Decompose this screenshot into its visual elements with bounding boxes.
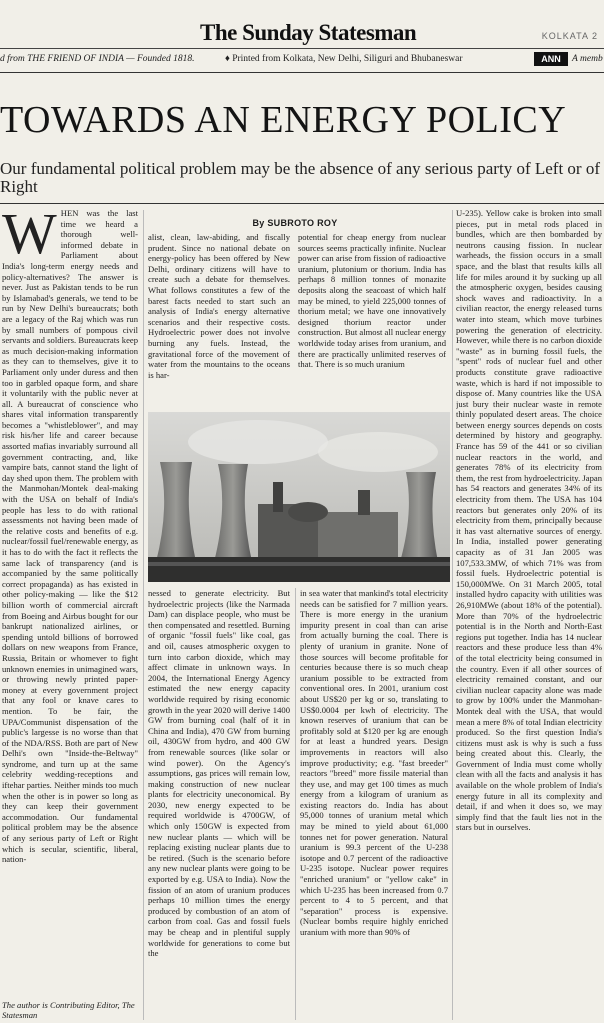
nuclear-plant-photo	[148, 412, 450, 582]
article-column-3-top: potential for cheap energy from nuclear sources seems practically infinite. Nuclear power can arise from fission of radioactive uranium, plutonium or thorium. India has perhaps 8 million tonnes of monazite deposits along the seacoast of which half may be mined, to yield 225,000 tonnes of thorium metal; we have one innovatively designed thorium reactor under construction. But almost all nuclear energy worldwide today arises from uranium, and there are practically unlimited reserves of that. There is so much uranium	[298, 232, 446, 370]
masthead-printed: ♦ Printed from Kolkata, New Delhi, Siliguri and Bhubaneswar	[225, 54, 463, 64]
article-byline: By SUBROTO ROY	[252, 218, 338, 228]
masthead-city: KOLKATA 2	[541, 31, 598, 41]
masthead-rule	[0, 72, 604, 73]
article-column-2-bottom: nessed to generate electricity. But hydroelectric projects (like the Narmada Dam) can displace people, who must be then compensated and resettled. Burning of organic "fossil fuels" like coal, gas and oil, causes atmospheric oxygen to turn into carbon dioxide, which may affect climate in unknown ways. In 2004, the International Energy Agency estimated the new energy capacity worldwide required by rising economic growth in the year 2020 will derive 1400 GW from burning coal (half of it in China and India), 470 GW from burning oil, 430GW from hydro, and 400 GW from renewable sources (like solar or wind power). On the Agency's assumptions, gas prices will remain low, making construction of new nuclear plants for electricity uneconomical. By 2030, new energy expected to be required worldwide is 4700GW, of which only 150GW is expected from new nuclear plants — which will be replacing existing nuclear plants due to be retired. (Such is the scenario before any new nuclear plants were going to be exported by e.g. USA to India). Now the fission of an atom of uranium produces perhaps 10 million times the energy produced by combustion of an atom of carbon from coal. Gas and fossil fuels may be cheap and in plentiful supply worldwide for generations to come but the	[148, 588, 290, 959]
masthead-title: The Sunday Statesman	[200, 20, 417, 45]
headline-rule	[0, 203, 604, 204]
article-subhead: Our fundamental political problem may be the absence of any serious party of Left or of Right	[0, 159, 600, 196]
column-separator	[143, 210, 144, 1020]
masthead-strapline	[0, 50, 604, 72]
nuclear-plant-photo-svg	[148, 412, 450, 582]
article-column-2-top: alist, clean, law-abiding, and fiscally prudent. Since no national debate on energy-policy has been offered by New Delhi, ordinary citizens will have to create such a debate for themselves. What follows constitutes a few of the barest facts needed to start such an analysis of India's energy alternative scenarios and their respective costs. Hydroelectric power does not involve burning any fuels. Instead, the gravitational force of the movement of water from the mountains to the oceans is har-	[148, 232, 290, 380]
ann-logo: ANN	[534, 52, 568, 66]
masthead	[0, 0, 604, 49]
article-column-1	[2, 208, 138, 998]
masthead-ann-text: A memb	[572, 54, 603, 64]
article-column-3-bottom: in sea water that mankind's total electricity needs can be satisfied for 7 million years. There is more energy in the uranium impurity present in coal than can arise from actually burning the coal. There is plenty of uranium in granite. None of those sources will become profitable for centuries because there is so much cheap uranium possible to be extracted from conventional ores. In 2001, uranium cost about US$20 per kg or so, translating to US$0.0004 per kwh of electricity. The known reserves of uranium that can be profitably sold at $120 per kg are enough for at least a hundred years. Design improvements in reactors will also improve productivity; e.g. "fast breeder" reactors "breed" more fissile material than they use, and may get 100 times as much energy from a kilogram of uranium as existing reactors do. India has about 95,000 tonnes of uranium metal which may be mined to yield about 61,000 tonnes net for power generation. Natural uranium is 99.3 percent of the U-238 isotope and 0.7 percent of the radioactive U-235 isotope. Nuclear power requires "enriched uranium" or "yellow cake" in which U-235 has been increased from 0.7 percent to 4 to 5 percent, and that "separation" process is expensive. (Nuclear bombs require highly enriched uranium with more than 90% of	[300, 588, 448, 937]
author-footnote: The author is Contributing Editor, The Statesman	[2, 1000, 135, 1020]
article-column-4: U-235). Yellow cake is broken into small pieces, put in metal rods placed in bundles, which are then bombarded by neutrons causing fission. In nuclear warheads, the fission occurs in a small space, and the blast that results kills all life for miles around it by sucking up all the atmospheric oxygen, besides causing shock waves and radioactivity. In a civilian reactor, the energy released turns water into steam, which move turbines powering the generation of electricity. However, while there is no carbon dioxide "waste" as in burning fossil fuels, the "spent" rods of nuclear fuel and other products constitute grave radioactive waste, which is hard if not impossible to dispose of. Many countries like the USA just bury their nuclear waste in remote thinly populated desert areas. The choice between energy sources depends on costs determined by history and geography. France has 59 of the 441 or so civilian nuclear reactors in the world, and generates 78% of its electricity from them, the rest from hydroelectricity. Japan has 54 reactors and generates 34% of its electricity from them. The USA has 104 reactors but generates only 20% of its electricity from them, principally because it has vast alternative sources of energy. In India, installed power generating capacity as of 31 Jan 2005 was 107,533.3MW, of which 71% was from fossil fuels. Hydroelectric potential is 150,000MWe. On 31 March 2005, total installed hydro capacity with utilities was 26,910MWe (about 18% of the potential). More than 70% of the hydroelectric potential is in the North and North-East regions put together. India has 14 nuclear reactors and these produce less than 4% of the total electricity being consumed in the country. Even if all other sources of electricity remained constant, and our civilian nuclear capacity alone was made to grow by 100% under the Manmohan-Montek deal with the USA, that would mean a mere 8% of total Indian electricity produced. So the first question India's citizens must ask is why is such a fuss being created about this. Clearly, the Government of India must come wholly clean with all the facts and analysis it has available on the whole problem of India's energy future in all its complexity and detail, if and when it does so, we may simply find that the fault lies not in the stars but in ourselves.	[456, 208, 602, 833]
drop-cap: W	[2, 208, 57, 266]
masthead-founded: d from THE FRIEND OF INDIA — Founded 1818.	[0, 54, 195, 64]
column-separator	[452, 210, 453, 1020]
column-separator	[295, 588, 296, 1020]
article-headline: TOWARDS AN ENERGY POLICY	[0, 99, 567, 141]
column-1-text: HEN was the last time we heard a thorough well-informed debate in Parliament about India's long-term energy needs and policy-alternatives? The answer is never. Just as Pakistan tends to be run by Islamabad's generals, we tend to be run by New Delhi's bureaucrats; both are a legacy of the Raj which was run by small numbers of pompous civil servants and soldiers. Bureaucrats keep as much decision-making information as they can to themselves, give it to Parliament only under duress and then too in garbled opaque form, and share it voluntarily with the public never at all. A bureaucrat of conscience who shares vital information transparently becomes a "whistleblower", and may risk his/her life and career because assorted mafias invariably surround all government contracting, and, like vampire bats, cannot stand the light of day shed upon them. The problem with the Manmohan/Montek deal-making with the USA on behalf of India's people has less to do with rational assessments not having been made of the relative costs and benefits of e.g. nuclear/fossil fuel/renewable energy, as it has to do with the fact it reflects the same lack of transparency (and is accompanied by the same politically correct propaganda) as has existed in other policy-making — like the $12 billion worth of commercial aircraft from Boeing and Airbus bought for our bankrupt nationalized airlines, or spending untold billions of borrowed dollars on new weapons from France, Russia, Britain or whomever to fight unknown enemies in unimagined wars, or throwing newly printed paper-money at every government project that any fool or knave cares to mention. To be fair, the UPA/Communist dispensation of the public's largesse is no worse than that of the NDA/RSS. Both are part of New Delhi's own "Inside-the-Beltway" syndrome, and turn up at the same celebrity wedding-receptions and iftehar parties. Neither minds too much when the other is in power so long as they can keep their government accommodation. Our fundamental political problem may be the absence of any serious party of Left or Right which is secular, scientific, liberal, nation-	[2, 208, 138, 865]
